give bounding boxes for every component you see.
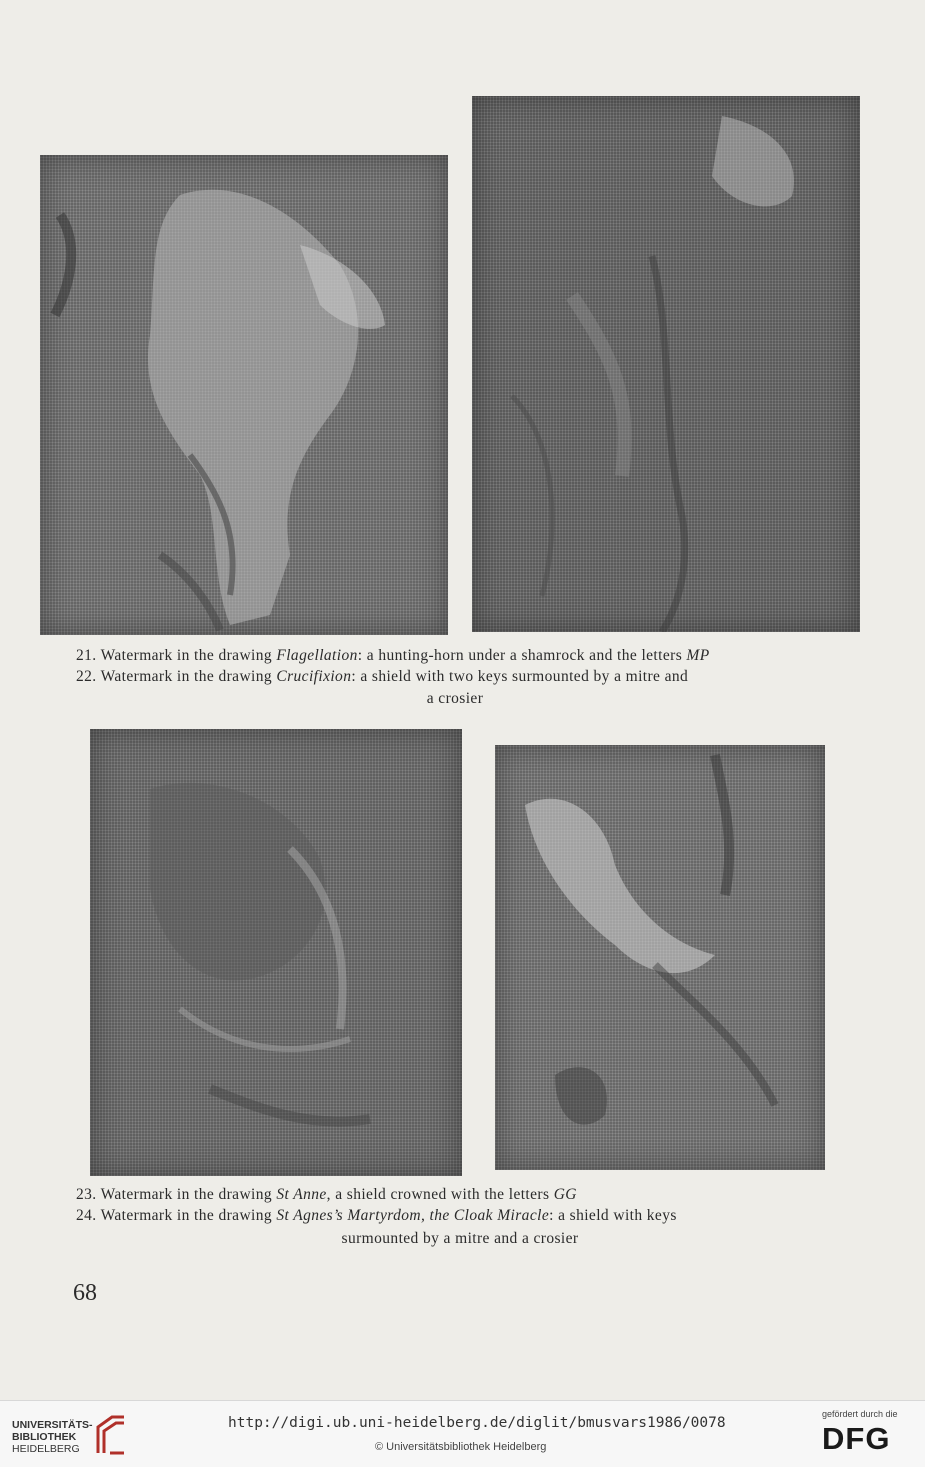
watermark-photo-st-anne bbox=[90, 729, 462, 1176]
caption-22-line2: a crosier bbox=[426, 690, 484, 707]
page-number: 68 bbox=[73, 1280, 97, 1306]
library-name: UNIVERSITÄTS- BIBLIOTHEK HEIDELBERG bbox=[12, 1419, 93, 1455]
caption-24: 24. Watermark in the drawing St Agnes’s Martyrdom, the Cloak Miracle: a shield with keys bbox=[76, 1207, 677, 1224]
watermark-photo-st-agnes bbox=[495, 745, 825, 1170]
dfg-logo: DFG bbox=[822, 1421, 891, 1456]
footer-bar bbox=[0, 1400, 925, 1467]
caption-22: 22. Watermark in the drawing Crucifixion: a shield with two keys surmounted by a mitre and bbox=[76, 668, 689, 685]
caption-23: 23. Watermark in the drawing St Anne, a shield crowned with the letters GG bbox=[76, 1186, 577, 1203]
permalink-url[interactable]: http://digi.ub.uni-heidelberg.de/diglit/bmusvars1986/0078 bbox=[228, 1415, 726, 1431]
caption-21: 21. Watermark in the drawing Flagellation: a hunting-horn under a shamrock and the letters MP bbox=[76, 647, 710, 664]
caption-24-line2: surmounted by a mitre and a crosier bbox=[341, 1230, 579, 1247]
funder-label: gefördert durch die bbox=[822, 1409, 898, 1419]
watermark-photo-crucifixion bbox=[472, 96, 860, 632]
copyright-text: © Universitätsbibliothek Heidelberg bbox=[375, 1441, 547, 1453]
watermark-photo-flagellation bbox=[40, 155, 448, 635]
library-logo-icon bbox=[94, 1413, 128, 1457]
